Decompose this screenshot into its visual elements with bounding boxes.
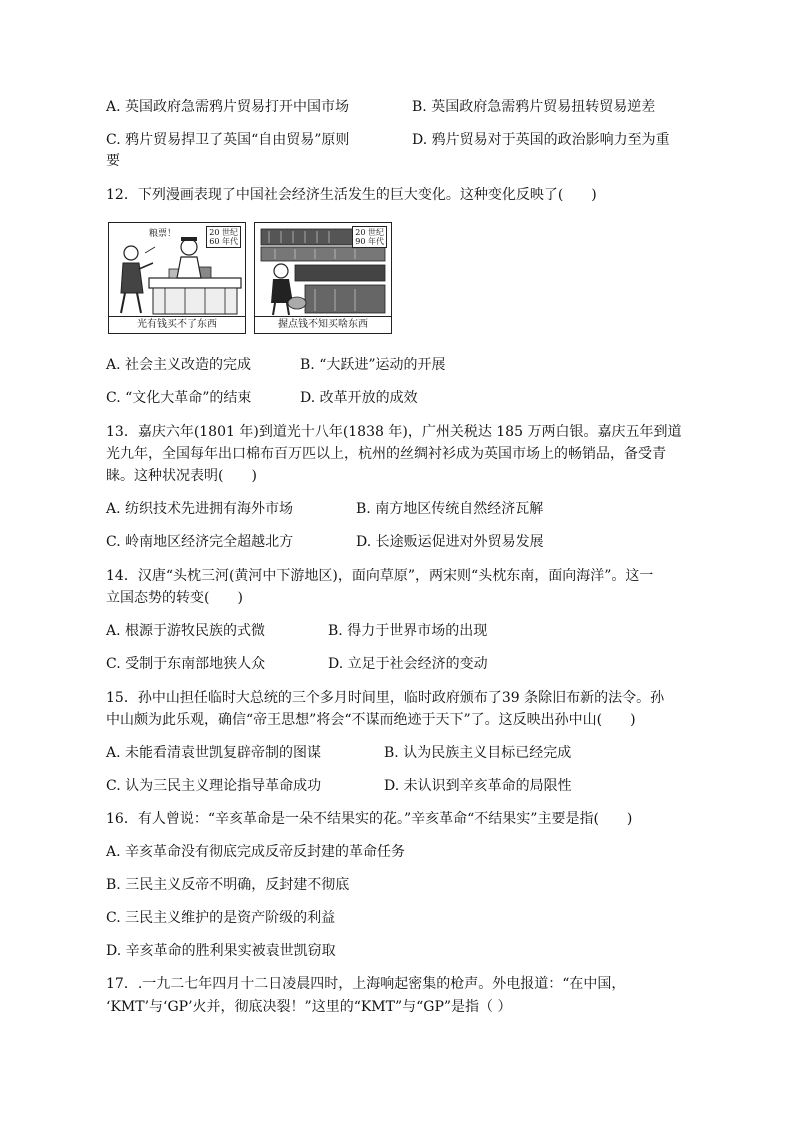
q14-option-c: C. 受制于东南部地狭人众: [106, 656, 266, 672]
q13-option-c: C. 岭南地区经济完全超越北方: [106, 534, 294, 550]
q15-option-d: D. 未认识到辛亥革命的局限性: [384, 778, 572, 794]
cartoon-speech-bubble: 粮票！: [149, 229, 177, 239]
cartoon-era-tag-line1: 20 世纪: [209, 228, 238, 237]
q12-option-a: A. 社会主义改造的完成: [106, 357, 252, 373]
q14-stem-line2: 立国态势的转变( ): [106, 590, 243, 606]
q16-option-c: C. 三民主义维护的是资产阶级的利益: [106, 910, 336, 926]
q16-option-b: B. 三民主义反帝不明确，反封建不彻底: [106, 877, 350, 893]
cartoon-panel-1960s: [108, 222, 246, 334]
q14-option-a: A. 根源于游牧民族的式微: [106, 623, 266, 639]
q12-stem: 12．下列漫画表现了中国社会经济生活发生的巨大变化。这种变化反映了( ): [106, 187, 597, 203]
q12-option-c: C. “文化大革命”的结束: [106, 390, 252, 406]
q13-option-d: D. 长途贩运促进对外贸易发展: [356, 534, 544, 550]
q12-option-d: D. 改革开放的成效: [300, 390, 418, 406]
q13-option-b: B. 南方地区传统自然经济瓦解: [356, 501, 544, 517]
q12-option-b: B. “大跃进”运动的开展: [300, 357, 446, 373]
q14-option-d: D. 立足于社会经济的变动: [328, 656, 488, 672]
cartoon-caption: 光有钱买不了东西: [109, 316, 245, 333]
q15-stem-line1: 15．孙中山担任临时大总统的三个多月时间里，临时政府颁布了39 条除旧布新的法令。孙: [106, 690, 665, 706]
q15-option-b: B. 认为民族主义目标已经完成: [384, 745, 572, 761]
q16-option-a: A. 辛亥革命没有彻底完成反帝反封建的革命任务: [106, 844, 406, 860]
q13-stem-line1: 13．嘉庆六年(1801 年)到道光十八年(1838 年)，广州关税达 185 万两白银。嘉庆五年到道: [106, 424, 682, 440]
q11-option-b: B. 英国政府急需鸦片贸易扭转贸易逆差: [412, 99, 656, 115]
cartoon-era-tag-line1: 20 世纪: [355, 228, 384, 237]
q17-stem-line1: 17．.一九二七年四月十二日凌晨四时，上海响起密集的枪声。外电报道：“在中国，: [106, 976, 626, 992]
q11-option-c: C. 鸦片贸易捍卫了英国“自由贸易”原则: [106, 132, 350, 148]
cartoon-caption: 握点钱不知买啥东西: [255, 316, 391, 333]
q11-option-a: A. 英国政府急需鸦片贸易打开中国市场: [106, 99, 350, 115]
cartoon-panel-1990s: [254, 222, 392, 334]
q14-stem-line1: 14．汉唐“头枕三河(黄河中下游地区)，面向草原”，两宋则“头枕东南，面向海洋”。这一: [106, 568, 654, 584]
q13-stem-line2: 光九年，全国每年出口棉布百万匹以上，杭州的丝绸衬衫成为英国市场上的畅销品，备受青: [106, 446, 666, 462]
q13-option-a: A. 纺织技术先进拥有海外市场: [106, 501, 294, 517]
cartoon-era-tag: [206, 226, 241, 248]
q15-option-a: A. 未能看清袁世凯复辟帝制的图谋: [106, 745, 322, 761]
q11-option-d: D. 鸦片贸易对于英国的政治影响力至为重: [412, 132, 670, 148]
q15-option-c: C. 认为三民主义理论指导革命成功: [106, 778, 322, 794]
cartoon-era-tag: [352, 226, 387, 248]
q14-option-b: B. 得力于世界市场的出现: [328, 623, 488, 639]
cartoon-era-tag-line2: 60 年代: [209, 237, 238, 246]
q17-stem-line2: ‘KMT’与‘GP’火并，彻底决裂！”这里的“KMT”与“GP”是指（ ）: [106, 999, 512, 1015]
q11-option-d-continued: 要: [106, 153, 120, 169]
q16-option-d: D. 辛亥革命的胜利果实被袁世凯窃取: [106, 943, 336, 959]
q16-stem: 16．有人曾说：“辛亥革命是一朵不结果实的花。”辛亥革命“不结果实”主要是指( ): [106, 811, 633, 827]
q15-stem-line2: 中山颇为此乐观，确信“帝王思想”将会“不谋而绝迹于天下”了。这反映出孙中山( ): [106, 712, 636, 728]
q13-stem-line3: 睐。这种状况表明( ): [106, 468, 257, 484]
cartoon-era-tag-line2: 90 年代: [355, 237, 384, 246]
